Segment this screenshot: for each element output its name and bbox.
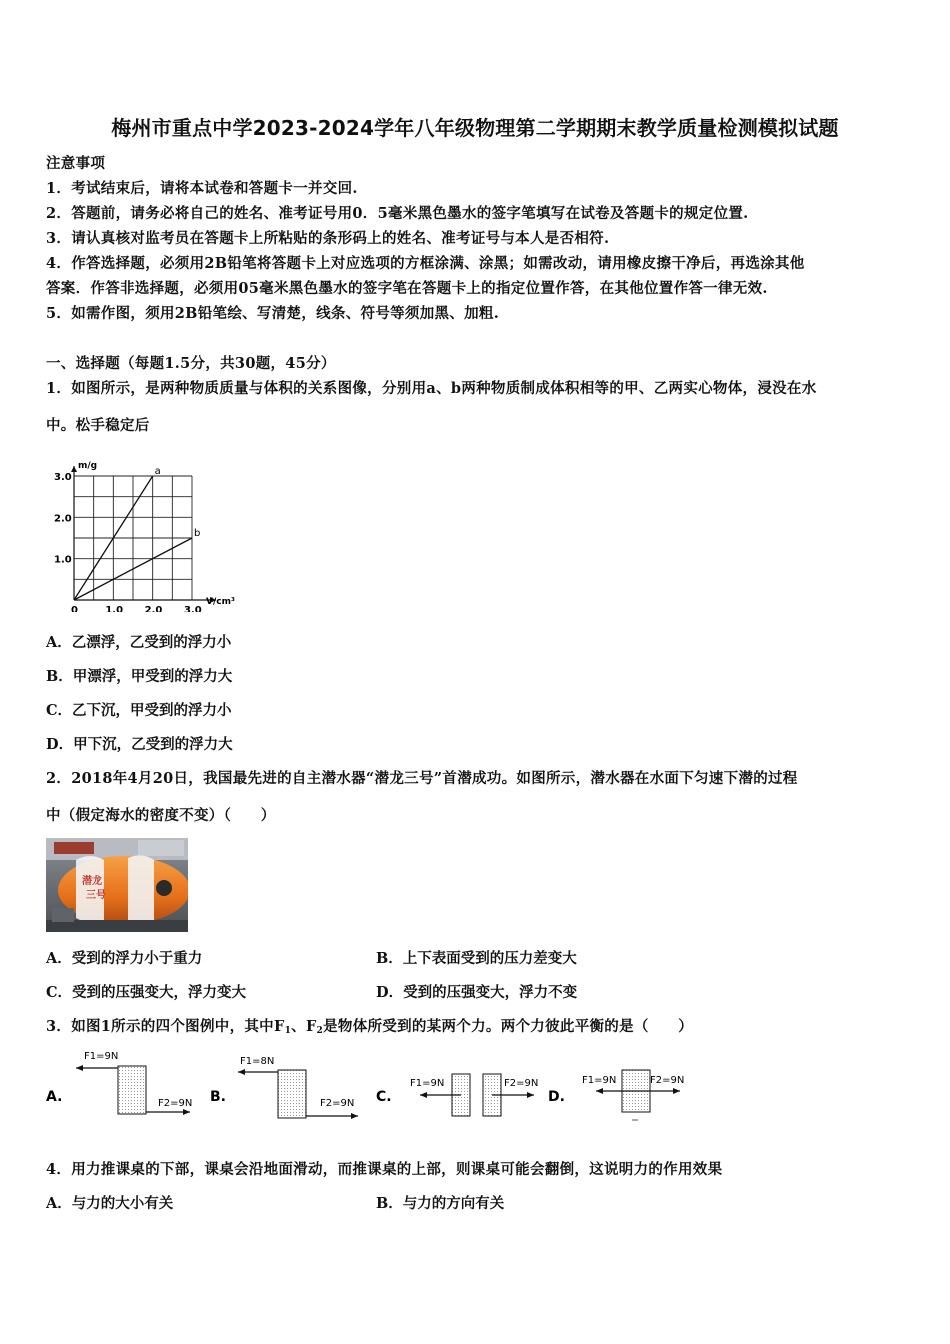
chart-y-axis-label: m/g [78, 461, 98, 471]
notice-line-3: 3．请认真核对监考员在答题卡上所粘贴的条形码上的姓名、准考证号与本人是否相符. [46, 230, 610, 247]
q3-label-d: D. [548, 1089, 565, 1105]
q3-text-pre: 3．如图1所示的四个图例中，其中F [46, 1018, 285, 1035]
notice-heading: 注意事项 [46, 155, 106, 172]
q4-option-a[interactable]: A．与力的大小有关 [46, 1195, 174, 1212]
q3-b-block [278, 1070, 306, 1118]
q3-label-c: C. [376, 1089, 392, 1105]
submarine-photo [46, 838, 188, 932]
chart-series [74, 466, 200, 600]
chart-x-axis-label: V/cm³ [206, 597, 235, 607]
q2-text-line-2: 中（假定海水的密度不变）（ ） [46, 807, 276, 824]
q3-label-a: A. [46, 1089, 63, 1105]
chart-series-a-label: a [154, 466, 161, 477]
q1-option-d[interactable]: D．甲下沉，乙受到的浮力大 [46, 736, 233, 753]
q2-option-b[interactable]: B．上下表面受到的压力差变大 [376, 950, 577, 967]
chart-y-arrow [71, 466, 77, 472]
q3-text-post: 是物体所受到的某两个力。两个力彼此平衡的是（ ） [323, 1018, 694, 1035]
force-diagrams [40, 1042, 700, 1126]
chart-x-tick-label: 3.0 [184, 605, 202, 612]
page-title: 梅州市重点中学2023-2024学年八年级物理第二学期期末教学质量检测模拟试题 [111, 116, 839, 140]
q3-label-b: B. [210, 1089, 226, 1105]
svg-text:三号: 三号 [86, 890, 106, 901]
q1-text-line-1: 1．如图所示，是两种物质质量与体积的关系图像，分别用a、b两种物质制成体积相等的甲、乙两实心物体，浸没在水 [46, 380, 817, 397]
q3-a-f1: F1=9N [84, 1051, 119, 1062]
q3-b-f1: F1=8N [240, 1056, 275, 1067]
q4-option-b[interactable]: B．与力的方向有关 [376, 1195, 505, 1212]
notice-line-6: 5．如需作图，须用2B铅笔绘、写清楚，线条、符号等须加黑、加粗. [46, 305, 500, 322]
q3-b-f2: F2=9N [320, 1098, 355, 1109]
q2-text-line-1: 2．2018年4月20日，我国最先进的自主潜水器“潜龙三号”首潜成功。如图所示，潜水器在水面下匀速下潜的过程 [46, 770, 798, 787]
q2-option-c[interactable]: C．受到的压强变大，浮力变大 [46, 984, 247, 1001]
q3-d-f2: F2=9N [650, 1075, 685, 1086]
svg-text:潜龙: 潜龙 [82, 876, 102, 887]
q2-option-d[interactable]: D．受到的压强变大，浮力不变 [376, 984, 578, 1001]
q3-d-f1: F1=9N [582, 1075, 617, 1086]
q2-option-a[interactable]: A．受到的浮力小于重力 [46, 950, 203, 967]
q1-option-b[interactable]: B．甲漂浮，甲受到的浮力大 [46, 668, 233, 685]
chart-x-tick-label: 0 [71, 605, 78, 612]
q1-option-c[interactable]: C．乙下沉，甲受到的浮力小 [46, 702, 232, 719]
chart-x-tick-label: 2.0 [144, 605, 163, 612]
chart-y-tick-label: 1.0 [54, 554, 72, 566]
q3-a-block [118, 1066, 146, 1114]
notice-line-5: 答案．作答非选择题，必须用05毫米黑色墨水的签字笔在答题卡上的指定位置作答，在其他位置作答一律无效. [46, 280, 768, 297]
notice-line-2: 2．答题前，请务必将自己的姓名、准考证号用0．5毫米黑色墨水的签字笔填写在试卷及答题卡的规定位置. [46, 205, 749, 222]
q3-text [46, 1015, 693, 1036]
q3-text-mid: 、F [291, 1018, 317, 1035]
q3-a-f2: F2=9N [158, 1098, 193, 1109]
q1-option-a[interactable]: A．乙漂浮，乙受到的浮力小 [46, 634, 232, 651]
q3-sub-1: 1 [284, 1026, 292, 1036]
q3-c-f2: F2=9N [504, 1078, 539, 1089]
notice-line-4: 4．作答选择题，必须用2B铅笔将答题卡上对应选项的方框涂满、涂黑；如需改动，请用橡皮擦干净后，再选涂其他 [46, 255, 805, 272]
q3-sub-2: 2 [316, 1026, 324, 1036]
q4-text: 4．用力推课桌的下部，课桌会沿地面滑动，而推课桌的上部，则课桌可能会翻倒，这说明力的作用效果 [46, 1161, 723, 1178]
chart-ticks [54, 472, 202, 612]
q3-c-f1: F1=9N [410, 1078, 445, 1089]
mass-volume-chart [44, 452, 244, 612]
section-heading: 一、选择题（每题1.5分，共30题，45分） [46, 355, 336, 372]
chart-grid [74, 476, 192, 600]
q1-text-line-2: 中。松手稳定后 [46, 417, 150, 434]
chart-y-tick-label: 2.0 [54, 513, 72, 525]
chart-x-tick-label: 1.0 [105, 605, 124, 612]
chart-series-b-label: b [194, 528, 201, 539]
chart-y-tick-label: 3.0 [54, 472, 72, 483]
notice-line-1: 1．考试结束后，请将本试卷和答题卡一并交回. [46, 180, 358, 197]
